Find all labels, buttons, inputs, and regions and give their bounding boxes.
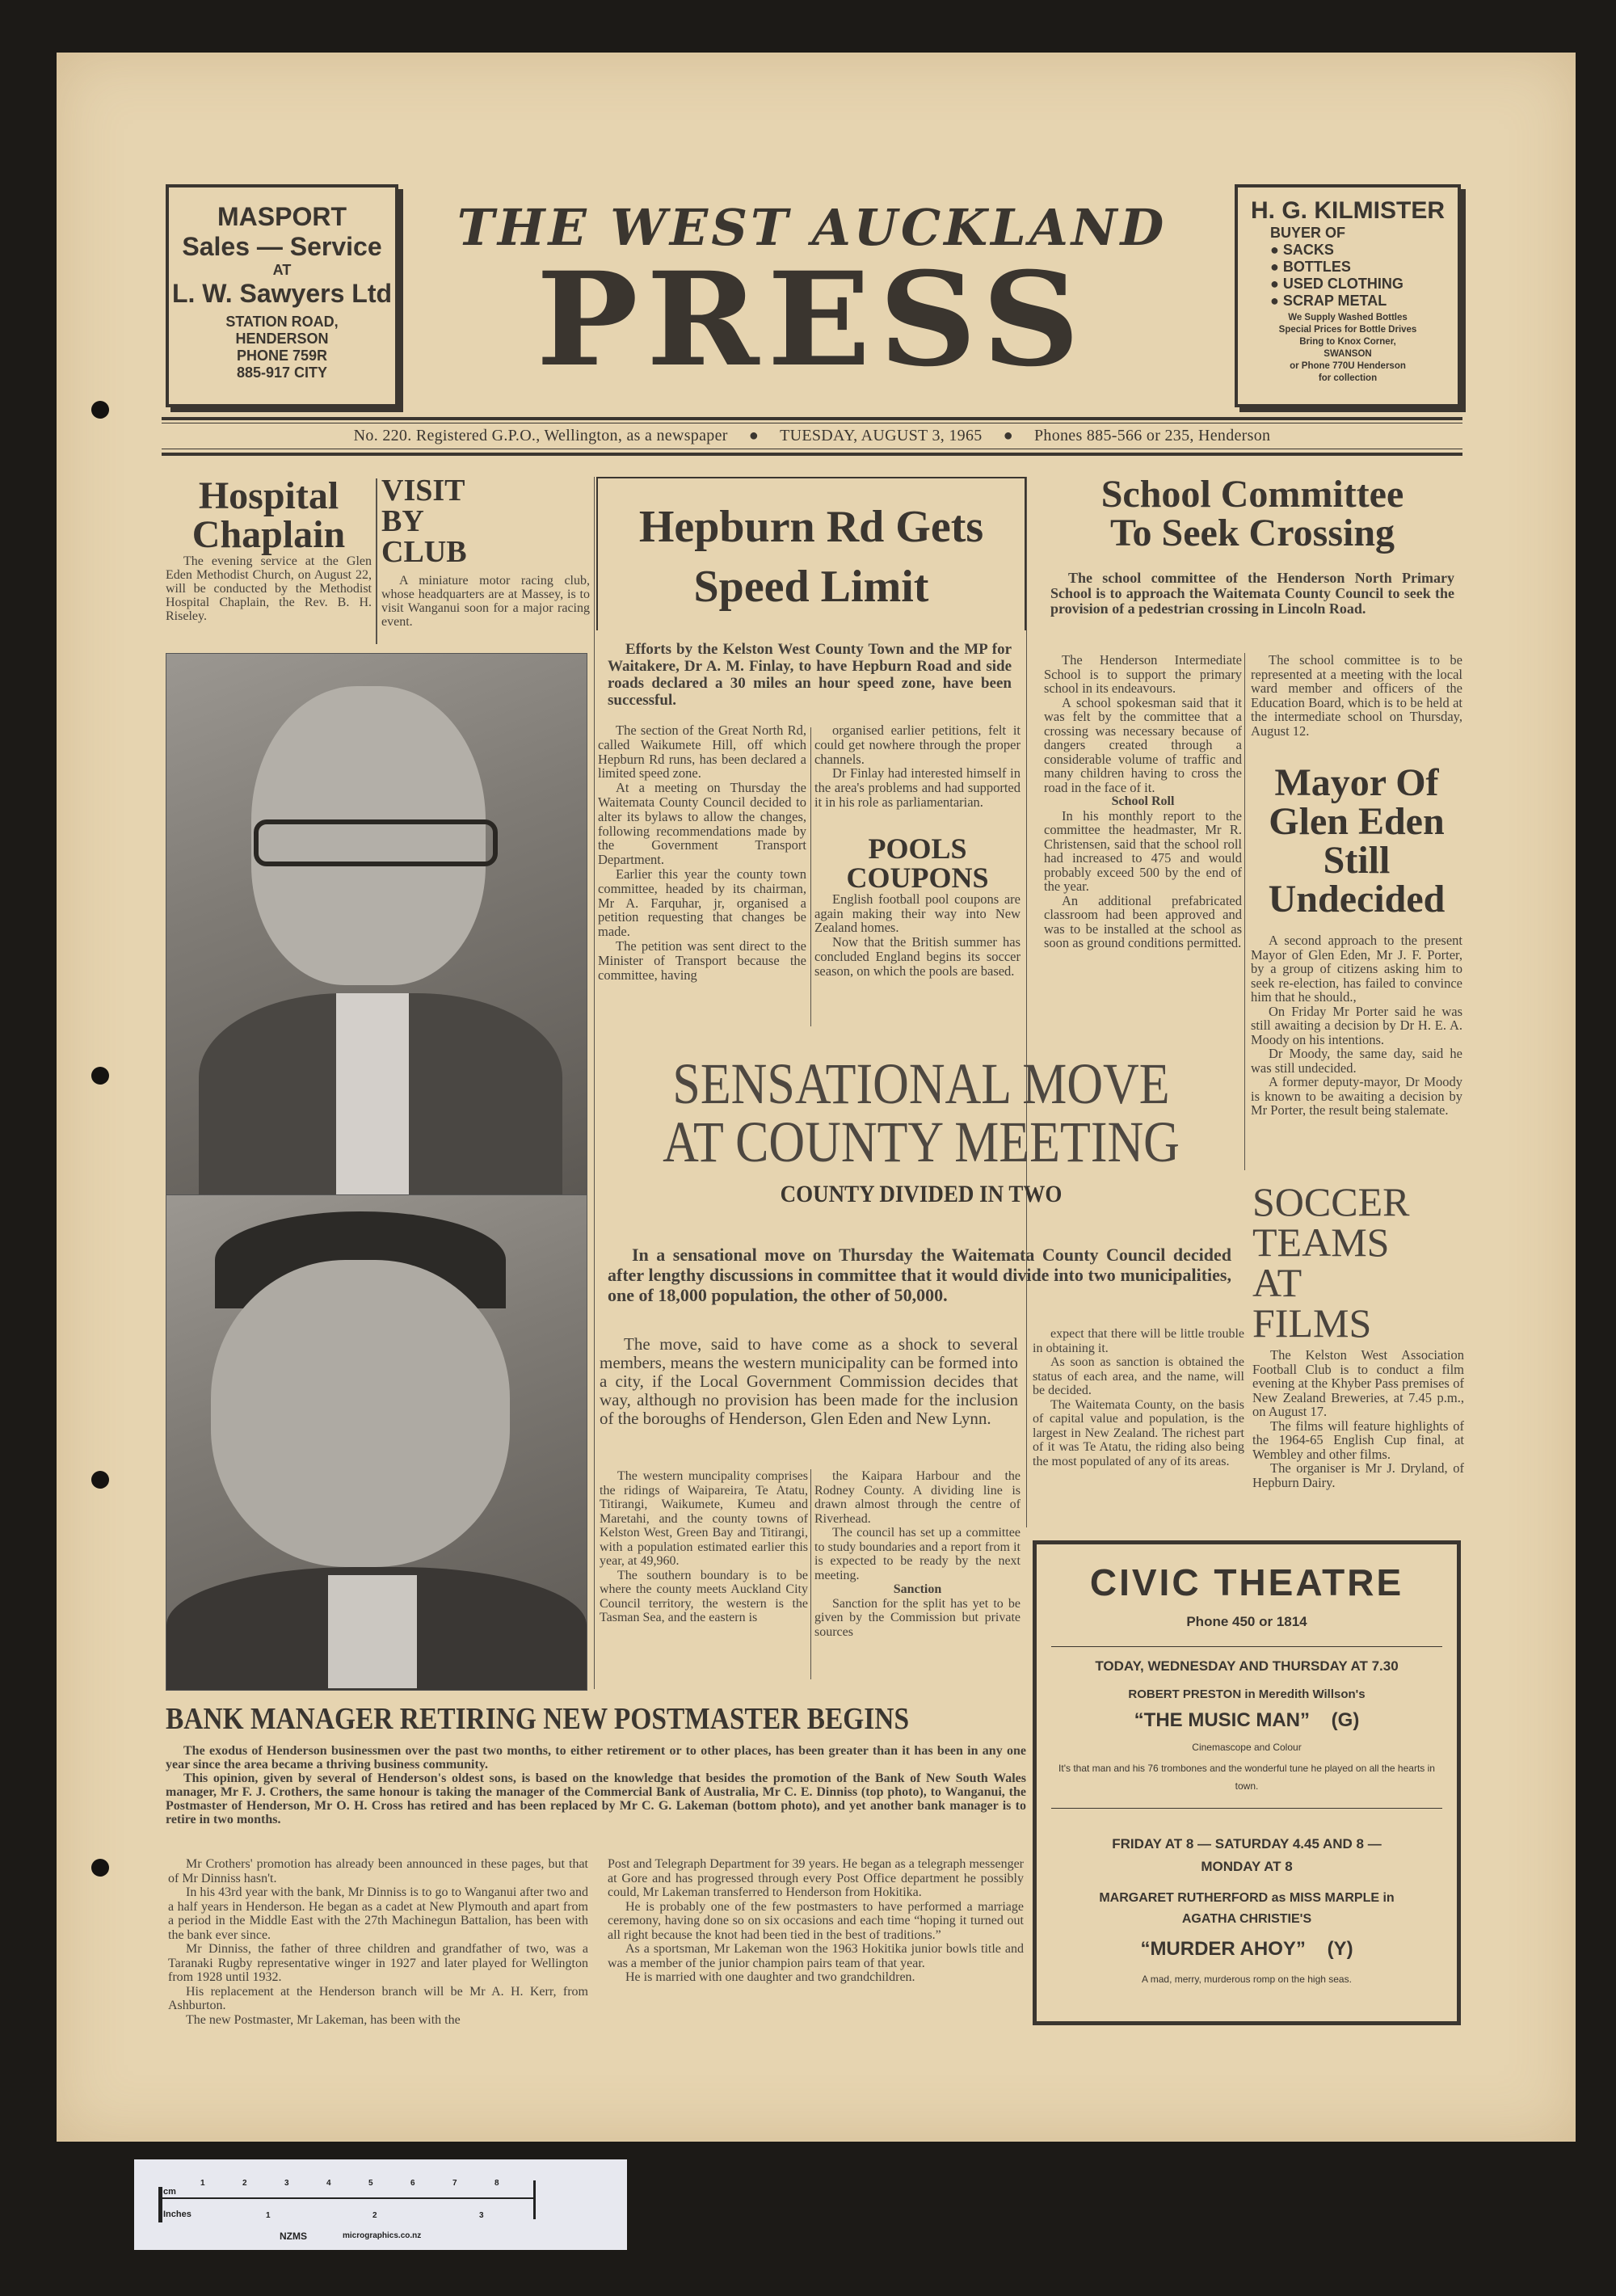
ad-line: AT [272, 262, 292, 278]
film-rating: (G) [1331, 1709, 1360, 1731]
theatre-name: CIVIC THEATRE [1089, 1561, 1404, 1603]
masthead-subtitle: THE WEST AUCKLAND [457, 198, 1168, 257]
ad-item [1270, 293, 1458, 310]
paragraph: The new Postmaster, Mr Lakeman, has been with the [186, 2012, 461, 2027]
headline: SOCCER [1252, 1179, 1410, 1224]
ad-item-label: USED CLOTHING [1282, 276, 1403, 292]
paragraph: Now that the British summer has concluded England begins its soccer season, on which the pools are based. [814, 934, 1021, 979]
paragraph: Dr Finlay had interested himself in the area's problems and had supported it in his role as parliamentarian. [814, 765, 1021, 810]
paragraph: English football pool coupons are again making their way into New Zealand homes. [814, 891, 1021, 936]
ad-line: Sales — Service [182, 232, 382, 261]
headline: Hospital [198, 474, 339, 517]
binding-hole [91, 1067, 109, 1085]
column-rule [376, 478, 377, 644]
cm-tick: 7 [452, 2179, 457, 2188]
paragraph: The petition was sent direct to the Minister of Transport because the committee, having [598, 937, 806, 983]
article-body: The evening service at the Glen Eden Methodist Church, on August 22, will be conducted by the Methodist Hospital Chaplain, the Rev. B. H. Riseley. [166, 554, 372, 623]
ad-line: 885-917 CITY [236, 364, 328, 381]
issue-date: TUESDAY, AUGUST 3, 1965 [780, 427, 983, 444]
film-title: “THE MUSIC MAN” [1134, 1709, 1310, 1731]
ad-line: or Phone 770U Henderson [1290, 361, 1406, 371]
paragraph: The films will feature highlights of the 1964-65 English Cup final, at Wembley and other films. [1252, 1418, 1464, 1462]
ad-line: for collection [1318, 373, 1378, 383]
county-para1 [600, 1335, 1018, 1428]
photo-dinniss [166, 653, 587, 1196]
cm-tick: 3 [284, 2179, 289, 2188]
lead-paragraph: This opinion, given by several of Henderson's oldest sons, is based on the knowledge that besides the promotion of the Bank of New South Wales manager, Mr F. J. Crothers, the same honour is taking the manager of the Commercial Bank of Australia, Mr C. E. Dinniss (top photo), to Wanganui, the Postmaster of Henderson, Mr O. H. Cross has retired and has been replaced by Mr C. G. Lakeman (bottom photo), and yet another bank manager is to retire in two months. [166, 1772, 1026, 1826]
film-format: Cinemascope and Colour [1192, 1742, 1302, 1753]
paragraph: The school committee is to be represented at a meeting with the local ward member and officers of the Education Board, which is to be held at the intermediate school on Thursday, August 12. [1251, 652, 1462, 739]
paragraph: He is probably one of the few postmasters to have performed a marriage ceremony, having done so on six occasions and each time “hoping it turned out all right because the knot had been tied in the best of traditions.” [608, 1899, 1024, 1942]
county-col2 [814, 1469, 1021, 1639]
headline: Glen Eden [1269, 800, 1445, 843]
showtimes: FRIDAY AT 8 — SATURDAY 4.45 AND 8 — [1112, 1836, 1382, 1852]
paragraph: On Friday Mr Porter said he was still awaiting a decision by Dr H. E. A. Moody on his intentions. [1251, 1003, 1462, 1047]
paragraph: the Kaipara Harbour and the Rodney County. A dividing line is drawn almost through the centre of Riverhead. [814, 1469, 1021, 1526]
ad-line: Special Prices for Bottle Drives [1278, 325, 1417, 335]
headline: AT COUNTY MEETING [663, 1110, 1180, 1174]
article-school-committee [1042, 475, 1462, 617]
subheading: School Roll [1111, 794, 1175, 808]
scale-ruler [134, 2159, 627, 2250]
lead-paragraph: The exodus of Henderson businessmen over the past two months, to either retirement or to other places, has been greater than it has been in any one year since the area became a thriving business community. [166, 1744, 1026, 1772]
county-lead [608, 1245, 1231, 1305]
paragraph: Mr Crothers' promotion has already been announced in these pages, but that of Mr Dinniss hasn't. [168, 1857, 588, 1885]
paragraph: Post and Telegraph Department for 39 years. He began as a telegraph messenger at Gore and has progressed through every Post Office department he possibly could, Mr Lakeman transferred to Henderson from Hokitika. [608, 1857, 1024, 1899]
inch-tick: 2 [372, 2211, 377, 2220]
bullet-icon: ● [1270, 276, 1283, 292]
paragraph: A former deputy-mayor, Dr Moody is known to be awaiting a decision by Mr Porter, the result being stalemate. [1251, 1074, 1462, 1118]
headline: Still [1323, 839, 1391, 882]
inch-label: Inches [163, 2210, 191, 2219]
paragraph: The Henderson Intermediate School is to support the primary school in its endeavours. [1044, 652, 1242, 696]
film-blurb: A mad, merry, murderous romp on the high seas. [1142, 1974, 1352, 1985]
article-mayor-glen-eden [1251, 761, 1462, 1118]
ad-item [1270, 259, 1458, 276]
lead-paragraph: In a sensational move on Thursday the Waitemata County Council decided after lengthy discussions in committee that it would divide into two municipalities, one of 18,000 population, the other of 50,000. [608, 1245, 1231, 1305]
article-pools-coupons [814, 834, 1021, 979]
ad-line: L. W. Sawyers Ltd [171, 279, 393, 308]
paragraph: The Kelston West Association Football Club is to conduct a film evening at the Khyber Pass premises of New Zealand Breweries, at 7.45 p.m., on August 17. [1252, 1347, 1464, 1419]
paragraph: Earlier this year the county town committee, headed by its chairman, Mr A. Farquhar, jr, organised a petition requesting that changes be made. [598, 866, 806, 940]
film-title: “MURDER AHOY” [1140, 1938, 1306, 1960]
ruler-brand: NZMS [280, 2231, 307, 2242]
cm-tick: 1 [200, 2179, 205, 2188]
paragraph: The section of the Great North Rd, called Waikumete Hill, off which Hepburn Rd runs, has been declared a limited speed zone. [598, 723, 806, 781]
divider [162, 417, 1462, 420]
article-soccer-teams [1252, 1179, 1464, 1490]
headline: School Committee [1100, 473, 1404, 516]
headline: POOLS [868, 832, 967, 865]
ad-item-label: SACKS [1282, 242, 1334, 258]
column-rule [1244, 653, 1245, 1170]
bank-col1 [168, 1857, 588, 2027]
column-rule [810, 727, 811, 1026]
divider [162, 453, 1462, 456]
photo-lakeman [166, 1194, 587, 1691]
paragraph: An additional prefabricated classroom had been approved and was to be installed at the school as soon as ground conditions permitted. [1044, 892, 1242, 950]
phone-info: Phones 885-566 or 235, Henderson [1033, 427, 1271, 444]
paragraph: expect that there will be little trouble in obtaining it. [1033, 1327, 1244, 1355]
headline: Hepburn Rd Gets [638, 502, 984, 552]
headline: COUPONS [846, 861, 989, 894]
cast: MARGARET RUTHERFORD as MISS MARPLE in [1099, 1891, 1395, 1905]
cm-label: cm [163, 2187, 176, 2197]
showtimes: TODAY, WEDNESDAY AND THURSDAY AT 7.30 [1095, 1658, 1399, 1674]
ad-item-label: BOTTLES [1282, 259, 1351, 275]
paragraph: The organiser is Mr J. Dryland, of Hepburn Dairy. [1252, 1460, 1464, 1490]
paragraph: The southern boundary is to be where the county meets Auckland City Council territory, the western is the Tasman Sea, and the eastern is [600, 1568, 808, 1624]
issue-info: No. 220. Registered G.P.O., Wellington, as a newspaper [353, 427, 728, 444]
bullet-icon: ● [1270, 242, 1283, 258]
ad-line: STATION ROAD, [225, 314, 339, 330]
lead-paragraph: Efforts by the Kelston West County Town and the MP for Waitakere, Dr A. M. Finlay, to have Hepburn Road and side roads declared a 30 miles an hour speed zone, have been successful. [608, 641, 1012, 709]
column-rule [594, 477, 595, 1689]
headline: Undecided [1268, 878, 1446, 921]
headline: Speed Limit [693, 562, 929, 612]
cast: ROBERT PRESTON in Meredith Willson's [1128, 1687, 1366, 1701]
headline: SENSATIONAL MOVE [672, 1051, 1170, 1116]
subheading: Sanction [893, 1582, 942, 1596]
ad-line: SWANSON [1324, 349, 1372, 359]
cm-tick: 5 [368, 2179, 373, 2188]
binding-hole [91, 1471, 109, 1489]
ad-line: We Supply Washed Bottles [1288, 313, 1408, 322]
ad-item [1270, 242, 1458, 259]
ad-line: PHONE 759R [236, 348, 328, 364]
school-col1 [1044, 653, 1242, 950]
cm-tick: 4 [326, 2179, 331, 2188]
ad-line: HENDERSON [235, 331, 329, 347]
paragraph: The move, said to have come as a shock to several members, means the western municipality can be formed into a city, if the Local Government Commission decides that way, although no provision has been made for the inclusion of the boroughs of Henderson, Glen Eden and New Lynn. [600, 1334, 1018, 1428]
binding-hole [91, 1859, 109, 1877]
headline: CLUB [381, 535, 467, 569]
showtimes: MONDAY AT 8 [1201, 1859, 1293, 1874]
paragraph: As a sportsman, Mr Lakeman won the 1963 Hokitika junior bowls title and was a member of the junior champion pairs team of that year. [608, 1942, 1024, 1970]
headline: BANK MANAGER RETIRING NEW POSTMASTER BEGINS [166, 1702, 910, 1736]
headline: Mayor Of [1274, 761, 1439, 804]
paragraph: At a meeting on Thursday the Waitemata County Council decided to alter its bylaws to allow the changes, following recommendations made by the Government Transport Department. [598, 780, 806, 868]
column-rule [1026, 477, 1027, 1527]
headline: FILMS [1252, 1300, 1372, 1346]
county-col1 [600, 1469, 808, 1625]
cm-tick: 2 [242, 2179, 247, 2188]
ad-name: H. G. KILMISTER [1251, 197, 1445, 224]
inch-tick: 1 [266, 2211, 271, 2220]
article-bank-postmaster [166, 1704, 1026, 1826]
paragraph: Dr Moody, the same day, said he was still undecided. [1251, 1046, 1462, 1076]
hepburn-headline-box [596, 477, 1026, 630]
bank-col2 [608, 1857, 1024, 1985]
paragraph: The western muncipality comprises the ridings of Waipareira, Te Atatu, Titirangi, Waikumete, Kumeu and Maretahi, and the county towns of Kelston West, Green Bay and Titirangi, with a population estimated earlier this year, at 49,960. [600, 1469, 808, 1568]
ad-line: MASPORT [217, 202, 347, 231]
binding-hole [91, 401, 109, 419]
article-body: A miniature motor racing club, whose headquarters are at Massey, is to visit Wanganui soon for a major racing event. [381, 574, 590, 629]
headline: To Seek Crossing [1109, 512, 1395, 554]
paragraph: Mr Dinniss, the father of three children and grandfather of two, was a Taranaki Rugby representative winger in 1927 and later played for Wellington from 1928 until 1932. [168, 1942, 588, 1984]
hepburn-col2 [814, 723, 1021, 979]
article-county-meeting [602, 1051, 1240, 1207]
paragraph: As soon as sanction is obtained the status of each area, and the name, will be decided. [1033, 1355, 1244, 1397]
ad-item-label: SCRAP METAL [1282, 293, 1387, 309]
paragraph: In his 43rd year with the bank, Mr Dinniss is to go to Wanganui after two and a half years in Henderson. He began as a cadet at New Plymouth and apart from a period in the Middle East with the 27th Machinegun Battalion, has been with the bank ever since. [168, 1885, 588, 1942]
theatre-phone: Phone 450 or 1814 [1186, 1614, 1307, 1629]
inch-tick: 3 [479, 2211, 484, 2220]
cm-tick: 6 [410, 2179, 415, 2188]
paragraph: The council has set up a committee to study boundaries and a report from it is expected to be ready by the next meeting. [814, 1526, 1021, 1582]
paragraph: Sanction for the split has yet to be given by the Commission but private sources [814, 1596, 1021, 1639]
hepburn-col1 [598, 723, 806, 982]
column-rule [810, 1469, 811, 1679]
headline: Chaplain [191, 513, 346, 556]
county-col3 [1033, 1327, 1244, 1468]
cast: AGATHA CHRISTIE'S [1181, 1912, 1312, 1926]
masthead-title: PRESS [536, 242, 1088, 396]
headline: VISIT [381, 474, 465, 508]
film-rating: (Y) [1327, 1938, 1353, 1960]
film-blurb: It's that man and his 76 trombones and the wonderful tune he played on all the hearts in town. [1058, 1763, 1435, 1792]
paragraph: A school spokesman said that it was felt by the committee that a crossing was necessary because of dangers created through a considerable volume of traffic and many children having to cross the road in the face of it. [1044, 694, 1242, 795]
civic-theatre-ad [1033, 1540, 1461, 2025]
ad-item [1270, 276, 1458, 293]
school-col2 [1251, 653, 1462, 738]
cm-tick: 8 [494, 2179, 499, 2188]
bullet-icon: ● [1270, 293, 1283, 309]
paragraph: The Waitemata County, on the basis of capital value and population, is the largest in New Zealand. The richest part of it was Te Atatu, the riding also being the most populated of any of its areas. [1033, 1397, 1244, 1468]
subheadline: COUNTY DIVIDED IN TWO [780, 1181, 1063, 1207]
paragraph: In his monthly report to the committee the headmaster, Mr R. Christensen, said that the school roll had increased to 475 and would probably exceed 500 by the end of the year. [1044, 807, 1242, 894]
paragraph: A second approach to the present Mayor of Glen Eden, Mr J. F. Porter, by a group of citizens asking him to seek re-election, has failed to convince him that he should., [1251, 933, 1462, 1005]
headline: BY [381, 504, 424, 538]
ad-line: Bring to Knox Corner, [1299, 337, 1396, 347]
headline: TEAMS [1252, 1220, 1390, 1265]
dateline: No. 220. Registered G.P.O., Wellington, as a newspaper ● TUESDAY, AUGUST 3, 1965 ● Phones 885-566 or 235, Henderson [353, 427, 1271, 444]
article-hospital-chaplain [166, 474, 372, 623]
hepburn-lead [608, 641, 1012, 709]
masport-ad [166, 184, 398, 407]
headline: AT [1252, 1260, 1302, 1305]
ad-line: BUYER OF [1270, 225, 1346, 241]
kilmister-ad [1235, 184, 1461, 407]
paragraph: organised earlier petitions, felt it could get nowhere through the proper channels. [814, 723, 1021, 767]
bullet-icon: ● [1270, 259, 1283, 275]
lead-paragraph: The school committee of the Henderson North Primary School is to approach the Waitemata County Council to seek the provision of a pedestrian crossing in Lincoln Road. [1050, 570, 1454, 617]
paragraph: His replacement at the Henderson branch will be Mr A. H. Kerr, from Ashburton. [168, 1984, 588, 2012]
paragraph: He is married with one daughter and two grandchildren. [625, 1970, 915, 1984]
ruler-site: micrographics.co.nz [343, 2231, 422, 2240]
article-visit-by-club [381, 475, 590, 629]
